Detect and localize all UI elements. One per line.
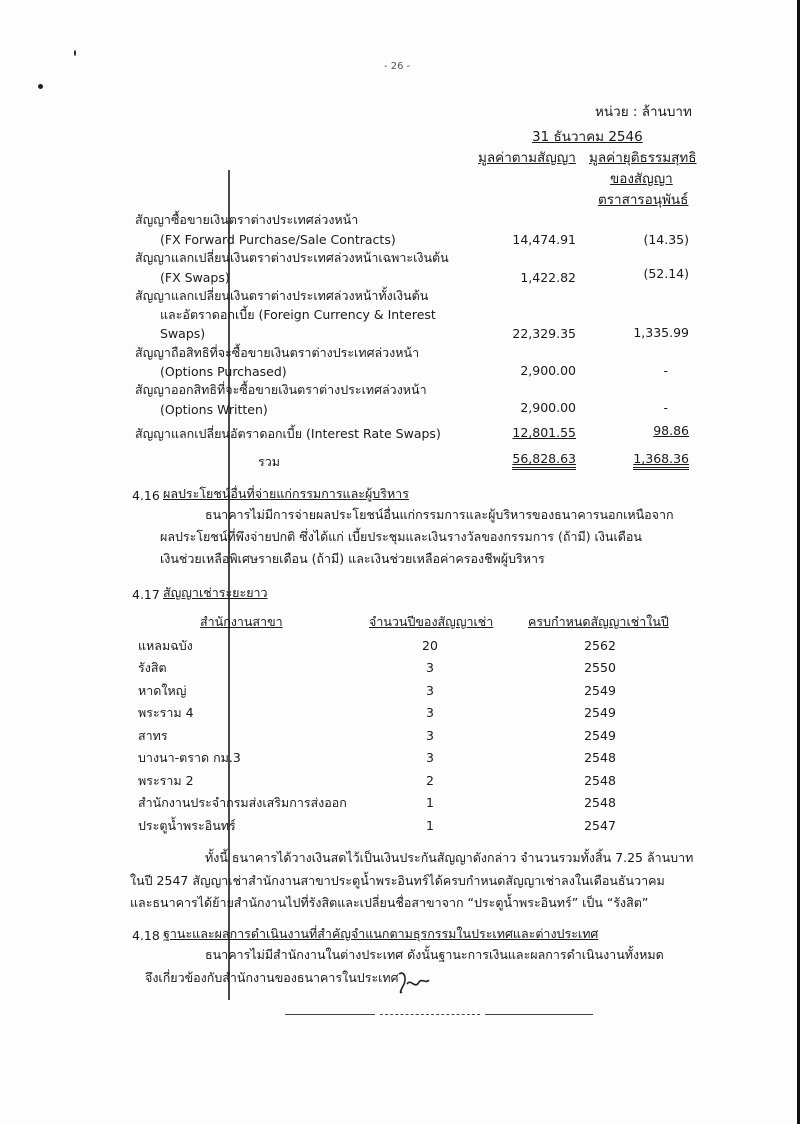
derivative-label: (FX Swaps): [160, 270, 230, 285]
total-fair-value: 1,368.36: [633, 451, 689, 470]
lease-years: 2: [426, 773, 434, 788]
lease-branch: สาทร: [138, 728, 168, 743]
lease-years: 1: [426, 795, 434, 810]
col-fair-value: ของสัญญา: [610, 171, 673, 187]
scan-speck: [38, 84, 43, 89]
derivative-label: (Options Purchased): [160, 364, 287, 379]
note-line: และธนาคารได้ย้ายสำนักงานไปที่รังสิตและเปลี่ยนชื่อสาขาจาก “ประตูน้ำพระอินทร์” เป็น “รังสิต”: [130, 895, 649, 910]
paragraph-line: เงินช่วยเหลือพิเศษรายเดือน (ถ้ามี) และเงินช่วยเหลือค่าครองชีพผู้บริหาร: [160, 551, 545, 566]
lease-expiry: 2549: [584, 705, 616, 720]
col-lease-expiry: ครบกำหนดสัญญาเช่าในปี: [528, 614, 669, 629]
col-fair-value: มูลค่ายุติธรรมสุทธิ: [589, 150, 697, 166]
section-number: 4.16: [132, 488, 160, 503]
derivative-label: สัญญาแลกเปลี่ยนอัตราดอกเบี้ย (Interest Rate Swaps): [135, 426, 441, 441]
derivative-label: (FX Forward Purchase/Sale Contracts): [160, 232, 396, 247]
initials-signature: [395, 970, 431, 996]
lease-years: 3: [426, 683, 434, 698]
contract-value: 22,329.35: [512, 326, 576, 341]
lease-years: 3: [426, 728, 434, 743]
fair-value: 1,335.99: [633, 325, 689, 340]
lease-years: 3: [426, 705, 434, 720]
paragraph-line: ธนาคารไม่มีสำนักงานในต่างประเทศ ดังนั้นฐานะการเงินและผลการดำเนินงานทั้งหมด: [205, 947, 664, 962]
lease-branch: รังสิต: [138, 660, 167, 675]
section-heading: ผลประโยชน์อื่นที่จ่ายแก่กรรมการและผู้บริหาร: [163, 486, 409, 501]
section-heading: ฐานะและผลการดำเนินงานที่สำคัญจำแนกตามธุรกรรมในประเทศและต่างประเทศ: [163, 926, 599, 941]
note-line: ทั้งนี้ ธนาคารได้วางเงินสดไว้เป็นเงินประกันสัญญาดังกล่าว จำนวนรวมทั้งสิ้น 7.25 ล้านบาท: [205, 850, 694, 865]
lease-years: 1: [426, 818, 434, 833]
lease-branch: ประตูน้ำพระอินทร์: [138, 818, 236, 833]
date-header: 31 ธันวาคม 2546: [532, 129, 643, 145]
col-fair-value: ตราสารอนุพันธ์: [598, 192, 689, 208]
unit-label: หน่วย : ล้านบาท: [595, 104, 692, 120]
lease-expiry: 2549: [584, 683, 616, 698]
scan-speck: [74, 50, 76, 56]
derivative-label: Swaps): [160, 326, 206, 341]
derivative-label: (Options Written): [160, 402, 268, 417]
fair-value: -: [663, 363, 668, 378]
lease-branch: แหลมฉบัง: [138, 638, 193, 653]
lease-branch: สำนักงานประจำกรมส่งเสริมการส่งออก: [138, 795, 347, 810]
note-line: ในปี 2547 สัญญาเช่าสำนักงานสาขาประตูน้ำพระอินทร์ได้ครบกำหนดสัญญาเช่าลงในเดือนธันวาคม: [130, 873, 665, 888]
paragraph-line: ผลประโยชน์ที่พึงจ่ายปกติ ซึ่งได้แก่ เบี้ยประชุมและเงินรางวัลของกรรมการ (ถ้ามี) เงินเดือน: [160, 529, 642, 544]
contract-value: 14,474.91: [512, 232, 576, 247]
lease-years: 20: [422, 638, 438, 653]
derivative-label: สัญญาแลกเปลี่ยนเงินตราต่างประเทศล่วงหน้าเฉพาะเงินต้น: [135, 250, 449, 265]
contract-value: 2,900.00: [520, 400, 576, 415]
lease-expiry: 2549: [584, 728, 616, 743]
derivative-label: สัญญาแลกเปลี่ยนเงินตราต่างประเทศล่วงหน้าทั้งเงินต้น: [135, 288, 429, 303]
lease-years: 3: [426, 750, 434, 765]
contract-value: 12,801.55: [512, 425, 576, 440]
divider: [285, 1014, 375, 1015]
lease-expiry: 2548: [584, 773, 616, 788]
lease-expiry: 2562: [584, 638, 616, 653]
lease-branch: หาดใหญ่: [138, 683, 187, 698]
col-branch: สำนักงานสาขา: [200, 614, 283, 629]
lease-branch: บางนา-ตราด กม.3: [138, 750, 241, 765]
fair-value: (52.14): [643, 266, 689, 281]
lease-expiry: 2547: [584, 818, 616, 833]
derivative-label: และอัตราดอกเบี้ย (Foreign Currency & Interest: [160, 307, 436, 322]
lease-expiry: 2548: [584, 750, 616, 765]
contract-value: 1,422.82: [520, 270, 576, 285]
derivative-label: สัญญาซื้อขายเงินตราต่างประเทศล่วงหน้า: [135, 212, 359, 227]
section-heading: สัญญาเช่าระยะยาว: [163, 585, 268, 600]
lease-branch: พระราม 2: [138, 773, 194, 788]
lease-branch: พระราม 4: [138, 705, 194, 720]
paragraph-line: จึงเกี่ยวข้องกับสำนักงานของธนาคารในประเทศ: [145, 970, 399, 985]
section-number: 4.17: [132, 587, 160, 602]
lease-expiry: 2550: [584, 660, 616, 675]
col-contract-value: มูลค่าตามสัญญา: [478, 150, 576, 166]
fair-value: 98.86: [653, 423, 689, 438]
fair-value: -: [663, 400, 668, 415]
lease-years: 3: [426, 660, 434, 675]
fair-value: (14.35): [643, 232, 689, 247]
section-number: 4.18: [132, 928, 160, 943]
derivative-label: สัญญาถือสิทธิที่จะซื้อขายเงินตราต่างประเทศล่วงหน้า: [135, 345, 420, 360]
lease-expiry: 2548: [584, 795, 616, 810]
derivative-label: สัญญาออกสิทธิที่จะซื้อขายเงินตราต่างประเทศล่วงหน้า: [135, 382, 427, 397]
divider: [485, 1014, 593, 1015]
divider: [380, 1014, 480, 1015]
total-label: รวม: [258, 454, 280, 469]
paragraph-line: ธนาคารไม่มีการจ่ายผลประโยชน์อื่นแก่กรรมการและผู้บริหารของธนาคารนอกเหนือจาก: [205, 507, 674, 522]
col-lease-years: จำนวนปีของสัญญาเช่า: [369, 614, 494, 629]
page-number: - 26 -: [384, 61, 411, 72]
total-contract-value: 56,828.63: [512, 451, 576, 470]
contract-value: 2,900.00: [520, 363, 576, 378]
